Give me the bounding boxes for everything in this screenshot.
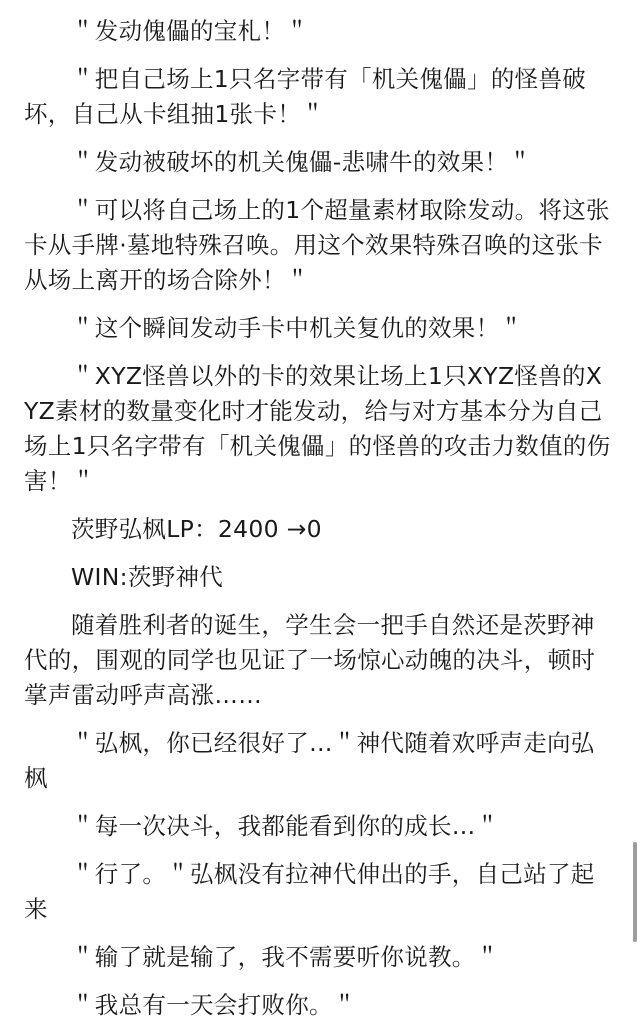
paragraph: ＂发动被破坏的机关傀儡-悲啸牛的效果！＂ [71,148,532,176]
paragraph: ＂这个瞬间发动手卡中机关复仇的效果！＂ [71,314,524,342]
paragraph: ＂我总有一天会打败你。＂ [71,991,357,1019]
winner-line: WIN:茨野神代 [71,563,224,591]
paragraph: ＂XYZ怪兽以外的卡的效果让场上1只XYZ怪兽的XYZ素材的数量变化时才能发动，给与对方基本分为自己场上1只名字带有「机关傀儡」的怪兽的攻击力数值的伤害！＂ [24,362,611,495]
lp-status: 茨野弘枫LP：2400 →0 [71,515,322,543]
paragraph: ＂可以将自己场上的1个超量素材取除发动。将这张卡从手牌·墓地特殊召唤。用这个效果特殊召唤的这张卡从场上离开的场合除外！＂ [24,196,610,294]
scrollbar-thumb[interactable] [633,842,637,942]
paragraph: ＂每一次决斗，我都能看到你的成长…＂ [71,812,500,840]
paragraph: ＂发动傀儡的宝札！＂ [71,17,309,45]
paragraph: 随着胜利者的诞生，学生会一把手自然还是茨野神代的，围观的同学也见证了一场惊心动魄的决斗，顿时掌声雷动呼声高涨…… [24,611,596,709]
paragraph: ＂弘枫，你已经很好了…＂神代随着欢呼声走向弘枫 [24,729,595,792]
paragraph: ＂行了。＂弘枫没有拉神代伸出的手，自己站了起来 [24,860,595,923]
paragraph: ＂把自己场上1只名字带有「机关傀儡」的怪兽破坏，自己从卡组抽1张卡！＂ [24,65,587,128]
paragraph: ＂输了就是输了，我不需要听你说教。＂ [71,943,500,971]
